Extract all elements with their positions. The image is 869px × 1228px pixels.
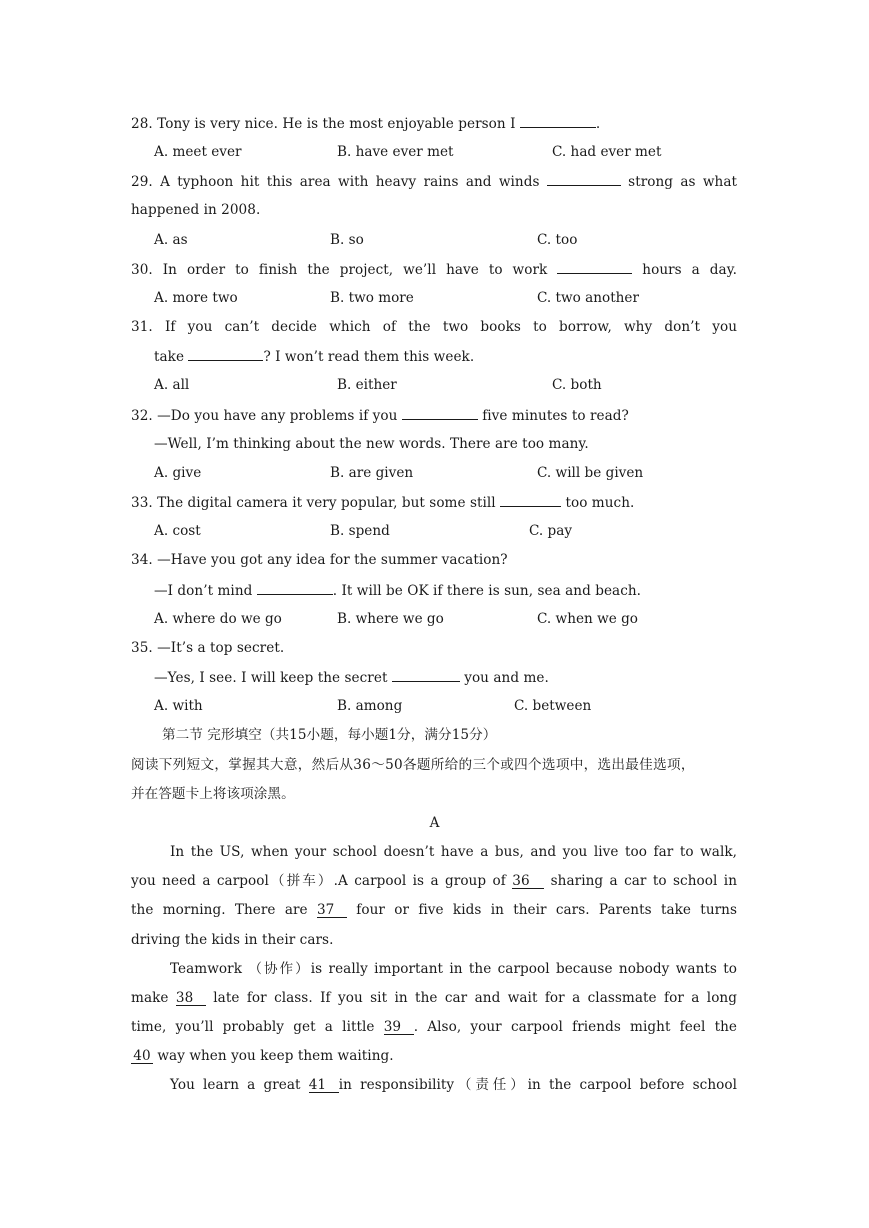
answer-blank <box>557 260 632 274</box>
option-a: A. where do we go <box>154 611 282 627</box>
answer-blank <box>500 493 561 507</box>
passage-line: the morning. There are 37 four or five kids in their cars. Parents take turns <box>131 902 738 918</box>
question-32-cont: —Well, I’m thinking about the new words. There are too many. <box>154 436 589 452</box>
option-c: C. had ever met <box>552 144 662 160</box>
option-c: C. will be given <box>537 465 644 481</box>
blank-40: 40 <box>131 1049 153 1064</box>
section-instruction: 阅读下列短文，掌握其大意，然后从36～50各题所给的三个或四个选项中，选出最佳选项， <box>131 757 695 773</box>
question-29-cont: happened in 2008. <box>131 202 261 218</box>
answer-blank <box>547 172 621 186</box>
question-34: 34. —Have you got any idea for the summer vacation? <box>131 552 508 568</box>
passage-line: You learn a great 41 in responsibility（责任）in the carpool before school <box>170 1077 737 1093</box>
option-a: A. with <box>154 698 203 714</box>
option-c: C. between <box>514 698 592 714</box>
question-31-cont: take ? I won’t read them this week. <box>154 349 475 365</box>
option-a: A. all <box>154 377 190 393</box>
question-29: 29. A typhoon hit this area with heavy rains and winds strong as what <box>131 174 738 190</box>
option-b: B. either <box>337 377 397 393</box>
answer-blank <box>257 581 333 595</box>
option-b: B. among <box>337 698 403 714</box>
option-a: A. give <box>154 465 202 481</box>
option-b: B. have ever met <box>337 144 454 160</box>
passage-line: driving the kids in their cars. <box>131 932 334 948</box>
option-c: C. two another <box>537 290 639 306</box>
option-c: C. both <box>552 377 602 393</box>
option-c: C. when we go <box>537 611 638 627</box>
blank-41: 41 <box>309 1078 339 1093</box>
passage-label: A <box>429 815 440 831</box>
question-33: 33. The digital camera it very popular, but some still too much. <box>131 495 635 511</box>
option-b: B. spend <box>330 523 390 539</box>
question-35: 35. —It’s a top secret. <box>131 640 285 656</box>
passage-line: time, you’ll probably get a little 39 . Also, your carpool friends might feel the <box>131 1019 737 1035</box>
answer-blank <box>402 406 478 420</box>
question-28: 28. Tony is very nice. He is the most enjoyable person I . <box>131 116 601 132</box>
passage-line: make 38 late for class. If you sit in the car and wait for a classmate for a long <box>131 990 737 1006</box>
blank-37: 37 <box>317 903 347 918</box>
blank-39: 39 <box>384 1020 414 1035</box>
option-a: A. cost <box>154 523 201 539</box>
passage-line: In the US, when your school doesn’t have a bus, and you live too far to walk, <box>170 844 737 860</box>
question-32: 32. —Do you have any problems if you five minutes to read? <box>131 408 629 424</box>
option-b: B. where we go <box>337 611 444 627</box>
section-title: 第二节 完形填空（共15小题，每小题1分，满分15分） <box>162 727 497 743</box>
option-b: B. are given <box>330 465 414 481</box>
answer-blank <box>392 668 460 682</box>
answer-blank <box>188 347 263 361</box>
option-a: A. as <box>154 232 188 248</box>
option-a: A. more two <box>154 290 238 306</box>
option-b: B. so <box>330 232 364 248</box>
passage-line: Teamwork （协作）is really important in the carpool because nobody wants to <box>170 961 737 977</box>
option-a: A. meet ever <box>154 144 242 160</box>
passage-line: you need a carpool（拼车）.A carpool is a group of 36 sharing a car to school in <box>131 873 737 889</box>
option-b: B. two more <box>330 290 414 306</box>
question-35-cont: —Yes, I see. I will keep the secret you and me. <box>154 670 549 686</box>
section-instruction-cont: 并在答题卡上将该项涂黑。 <box>131 786 295 802</box>
option-c: C. too <box>537 232 578 248</box>
question-30: 30. In order to finish the project, we’ll have to work hours a day. <box>131 262 738 278</box>
blank-36: 36 <box>512 874 544 889</box>
question-31: 31. If you can’t decide which of the two books to borrow, why don’t you <box>131 319 738 335</box>
passage-line: 40 way when you keep them waiting. <box>131 1047 394 1065</box>
answer-blank <box>520 114 596 128</box>
question-34-cont: —I don’t mind . It will be OK if there is sun, sea and beach. <box>154 583 642 599</box>
option-c: C. pay <box>529 523 573 539</box>
blank-38: 38 <box>176 991 206 1006</box>
